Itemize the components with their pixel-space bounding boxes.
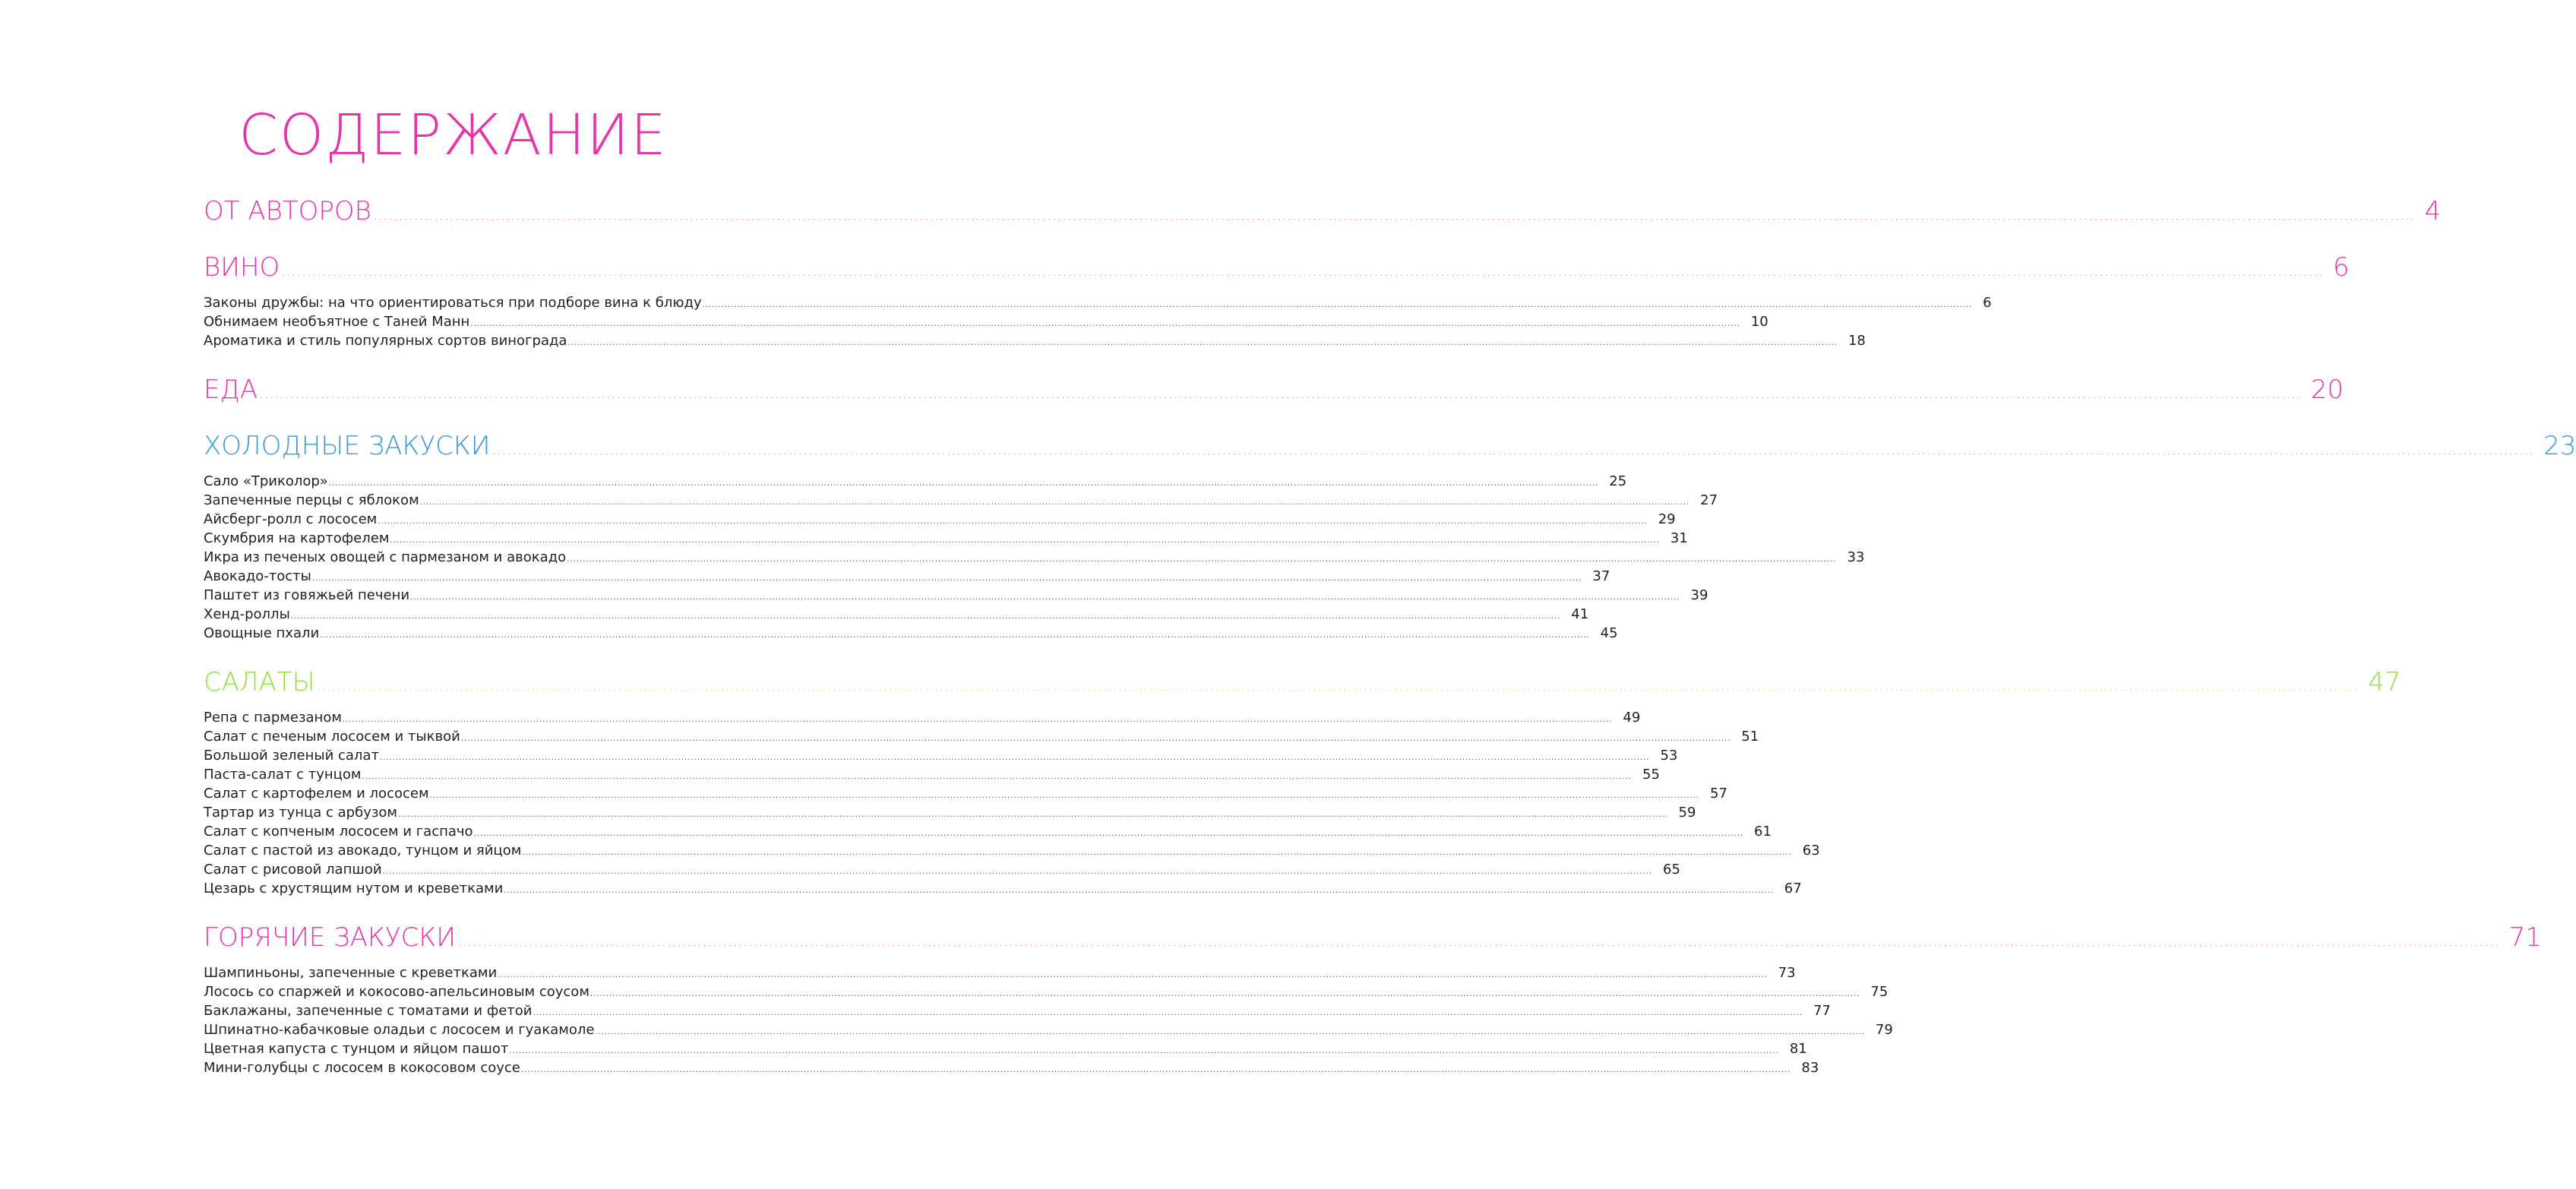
toc-entry[interactable]	[204, 1041, 1807, 1060]
dot-leader: ................................................................................................................................................................................................................................................................................................................................................................................................................	[504, 887, 1774, 895]
toc-section-heading[interactable]	[204, 667, 2401, 710]
toc-entry[interactable]	[204, 473, 1627, 492]
toc-entry[interactable]	[204, 568, 1610, 587]
dot-leader: ................................................................................................................................................................................................................................................................................................................................................................................................................	[372, 207, 2416, 223]
dot-leader: ................................................................................................................................................................................................................................................................................................................................................................................................................	[473, 830, 1744, 838]
toc-section-heading[interactable]	[204, 196, 2442, 239]
toc-entry[interactable]	[204, 767, 1660, 786]
toc-section	[204, 667, 2401, 900]
toc-entry[interactable]	[204, 729, 1759, 748]
toc-entry[interactable]	[204, 511, 1676, 530]
dot-leader: ................................................................................................................................................................................................................................................................................................................................................................................................................	[498, 971, 1768, 979]
entry-page-number: 25	[1609, 473, 1627, 489]
entry-title: Салат с пастой из авокадо, тунцом и яйцом	[204, 843, 522, 859]
entry-title: Цезарь с хрустящим нутом и креветками	[204, 881, 504, 896]
toc-entry[interactable]	[204, 606, 1589, 625]
entry-title: Репа с пармезаном	[204, 710, 342, 726]
section-title: ЕДА	[204, 375, 258, 405]
table-of-contents	[204, 196, 2576, 1079]
entry-title: Салат с рисовой лапшой	[204, 862, 382, 878]
entry-title: Айсберг-ролл с лососем	[204, 511, 378, 527]
dot-leader: ................................................................................................................................................................................................................................................................................................................................................................................................................	[429, 792, 1700, 800]
toc-entry[interactable]	[204, 314, 1768, 333]
dot-leader: ................................................................................................................................................................................................................................................................................................................................................................................................................	[567, 339, 1838, 347]
entry-title: Сало «Триколор»	[204, 473, 328, 489]
toc-entry[interactable]	[204, 333, 1866, 352]
entry-title: Запеченные перцы с яблоком	[204, 492, 419, 508]
dot-leader: ................................................................................................................................................................................................................................................................................................................................................................................................................	[382, 868, 1653, 876]
section-page-number: 4	[2424, 196, 2442, 226]
entry-page-number: 41	[1571, 606, 1589, 622]
toc-section	[204, 431, 2576, 644]
entry-page-number: 10	[1750, 314, 1768, 330]
dot-leader: ................................................................................................................................................................................................................................................................................................................................................................................................................	[281, 264, 2324, 280]
entry-page-number: 33	[1847, 549, 1865, 565]
entry-page-number: 57	[1710, 786, 1727, 802]
entry-title: Большой зеленый салат	[204, 748, 379, 764]
dot-leader: ................................................................................................................................................................................................................................................................................................................................................................................................................	[311, 574, 1582, 583]
toc-entry[interactable]	[204, 862, 1680, 881]
entry-page-number: 63	[1802, 843, 1820, 859]
toc-entry[interactable]	[204, 843, 1820, 862]
entry-title: Паста-салат с тунцом	[204, 767, 362, 783]
dot-leader: ................................................................................................................................................................................................................................................................................................................................................................................................................	[491, 442, 2535, 458]
dot-leader: ................................................................................................................................................................................................................................................................................................................................................................................................................	[595, 1028, 1865, 1036]
dot-leader: ................................................................................................................................................................................................................................................................................................................................................................................................................	[410, 593, 1680, 602]
toc-entry[interactable]	[204, 786, 1727, 805]
entry-page-number: 31	[1670, 530, 1688, 546]
dot-leader: ................................................................................................................................................................................................................................................................................................................................................................................................................	[398, 811, 1668, 819]
toc-section	[204, 922, 2542, 1079]
dot-leader: ................................................................................................................................................................................................................................................................................................................................................................................................................	[520, 1066, 1791, 1074]
toc-entry[interactable]	[204, 492, 1718, 511]
dot-leader: ................................................................................................................................................................................................................................................................................................................................................................................................................	[589, 990, 1860, 998]
dot-leader: ................................................................................................................................................................................................................................................................................................................................................................................................................	[390, 536, 1660, 545]
entry-page-number: 81	[1789, 1041, 1807, 1057]
toc-section	[204, 252, 2350, 352]
toc-entry[interactable]	[204, 1022, 1893, 1041]
toc-entry[interactable]	[204, 748, 1678, 767]
entry-title: Салат с картофелем и лососем	[204, 786, 429, 802]
entry-page-number: 39	[1690, 587, 1708, 603]
entry-title: Мини-голубцы с лососем в кокосовом соусе	[204, 1060, 520, 1076]
dot-leader: ................................................................................................................................................................................................................................................................................................................................................................................................................	[362, 773, 1632, 781]
dot-leader: ................................................................................................................................................................................................................................................................................................................................................................................................................	[378, 517, 1648, 526]
dot-leader: ................................................................................................................................................................................................................................................................................................................................................................................................................	[533, 1009, 1803, 1017]
dot-leader: ................................................................................................................................................................................................................................................................................................................................................................................................................	[522, 849, 1792, 857]
entry-page-number: 55	[1642, 767, 1660, 783]
section-page-number: 23	[2543, 431, 2576, 461]
entry-title: Тартар из тунца с арбузом	[204, 805, 398, 821]
entry-page-number: 67	[1784, 881, 1802, 896]
toc-entry[interactable]	[204, 984, 1889, 1003]
section-page-number: 20	[2310, 375, 2344, 405]
toc-entry[interactable]	[204, 295, 1992, 314]
entry-title: Хенд-роллы	[204, 606, 290, 622]
toc-entry[interactable]	[204, 587, 1708, 606]
dot-leader: ................................................................................................................................................................................................................................................................................................................................................................................................................	[457, 934, 2500, 950]
entry-page-number: 73	[1778, 965, 1796, 981]
entry-title: Авокадо-тосты	[204, 568, 311, 584]
section-title: ВИНО	[204, 252, 280, 283]
entry-page-number: 53	[1660, 748, 1678, 764]
entry-title: Шампиньоны, запеченные с креветками	[204, 965, 498, 981]
toc-section-heading[interactable]	[204, 375, 2344, 417]
toc-section-heading[interactable]	[204, 922, 2542, 965]
section-page-number: 47	[2368, 667, 2401, 697]
toc-entry[interactable]	[204, 625, 1618, 644]
entry-page-number: 37	[1592, 568, 1610, 584]
entry-page-number: 29	[1658, 511, 1676, 527]
entry-page-number: 61	[1754, 824, 1772, 840]
entry-page-number: 45	[1600, 625, 1618, 641]
entry-title: Цветная капуста с тунцом и яйцом пашот	[204, 1041, 509, 1057]
entry-title: Ароматика и стиль популярных сортов винограда	[204, 333, 567, 349]
entry-page-number: 27	[1700, 492, 1718, 508]
entry-page-number: 49	[1623, 710, 1641, 726]
toc-entry[interactable]	[204, 965, 1796, 984]
dot-leader: ................................................................................................................................................................................................................................................................................................................................................................................................................	[320, 631, 1590, 640]
section-page-number: 71	[2508, 922, 2542, 953]
toc-entry[interactable]	[204, 824, 1772, 843]
toc-section	[204, 375, 2344, 417]
entry-page-number: 59	[1678, 805, 1696, 821]
entry-title: Салат с печеным лососем и тыквой	[204, 729, 460, 745]
entry-title: Баклажаны, запеченные с томатами и фетой	[204, 1003, 533, 1019]
entry-title: Шпинатно-кабачковые оладьи с лососем и гуакамоле	[204, 1022, 595, 1038]
dot-leader: ................................................................................................................................................................................................................................................................................................................................................................................................................	[460, 735, 1731, 743]
section-title: САЛАТЫ	[204, 667, 315, 697]
dot-leader: ................................................................................................................................................................................................................................................................................................................................................................................................................	[509, 1047, 1779, 1055]
toc-section	[204, 196, 2442, 239]
entry-page-number: 79	[1875, 1022, 1893, 1038]
toc-entry[interactable]	[204, 1060, 1819, 1079]
dot-leader: ................................................................................................................................................................................................................................................................................................................................................................................................................	[470, 320, 1740, 328]
entry-title: Салат с копченым лососем и гаспачо	[204, 824, 473, 840]
entry-title: Обнимаем необъятное с Таней Манн	[204, 314, 470, 330]
dot-leader: ................................................................................................................................................................................................................................................................................................................................................................................................................	[567, 555, 1837, 564]
dot-leader: ................................................................................................................................................................................................................................................................................................................................................................................................................	[702, 301, 1973, 309]
toc-entry[interactable]	[204, 1003, 1831, 1022]
entry-title: Законы дружбы: на что ориентироваться при подборе вина к блюду	[204, 295, 702, 311]
toc-entry[interactable]	[204, 805, 1696, 824]
toc-entry[interactable]	[204, 710, 1641, 729]
entry-page-number: 77	[1813, 1003, 1831, 1019]
entry-page-number: 18	[1847, 333, 1866, 349]
dot-leader: ................................................................................................................................................................................................................................................................................................................................................................................................................	[419, 498, 1690, 507]
entry-page-number: 6	[1983, 295, 1992, 311]
entry-page-number: 75	[1870, 984, 1889, 1000]
section-title: ХОЛОДНЫЕ ЗАКУСКИ	[204, 431, 491, 461]
section-title: ОТ АВТОРОВ	[204, 196, 371, 226]
dot-leader: ................................................................................................................................................................................................................................................................................................................................................................................................................	[342, 716, 1613, 724]
section-title: ГОРЯЧИЕ ЗАКУСКИ	[204, 922, 456, 953]
dot-leader: ................................................................................................................................................................................................................................................................................................................................................................................................................	[328, 479, 1599, 488]
entry-page-number: 51	[1741, 729, 1759, 745]
entry-title: Овощные пхали	[204, 625, 320, 641]
section-page-number: 6	[2332, 252, 2350, 283]
toc-entry[interactable]	[204, 530, 1688, 549]
entry-title: Икра из печеных овощей с пармезаном и авокадо	[204, 549, 567, 565]
dot-leader: ................................................................................................................................................................................................................................................................................................................................................................................................................	[290, 612, 1561, 621]
page-title: СОДЕРЖАНИЕ	[239, 103, 668, 168]
toc-section-heading[interactable]	[204, 431, 2576, 473]
entry-page-number: 65	[1663, 862, 1680, 878]
dot-leader: ................................................................................................................................................................................................................................................................................................................................................................................................................	[316, 678, 2359, 694]
dot-leader: ................................................................................................................................................................................................................................................................................................................................................................................................................	[379, 754, 1650, 762]
entry-title: Паштет из говяжьей печени	[204, 587, 410, 603]
toc-entry[interactable]	[204, 549, 1865, 568]
entry-title: Скумбрия на картофелем	[204, 530, 390, 546]
entry-page-number: 83	[1801, 1060, 1819, 1076]
dot-leader: ................................................................................................................................................................................................................................................................................................................................................................................................................	[259, 386, 2302, 402]
toc-entry[interactable]	[204, 881, 1802, 900]
toc-section-heading[interactable]	[204, 252, 2350, 295]
entry-title: Лосось со спаржей и кокосово-апельсиновым соусом	[204, 984, 589, 1000]
